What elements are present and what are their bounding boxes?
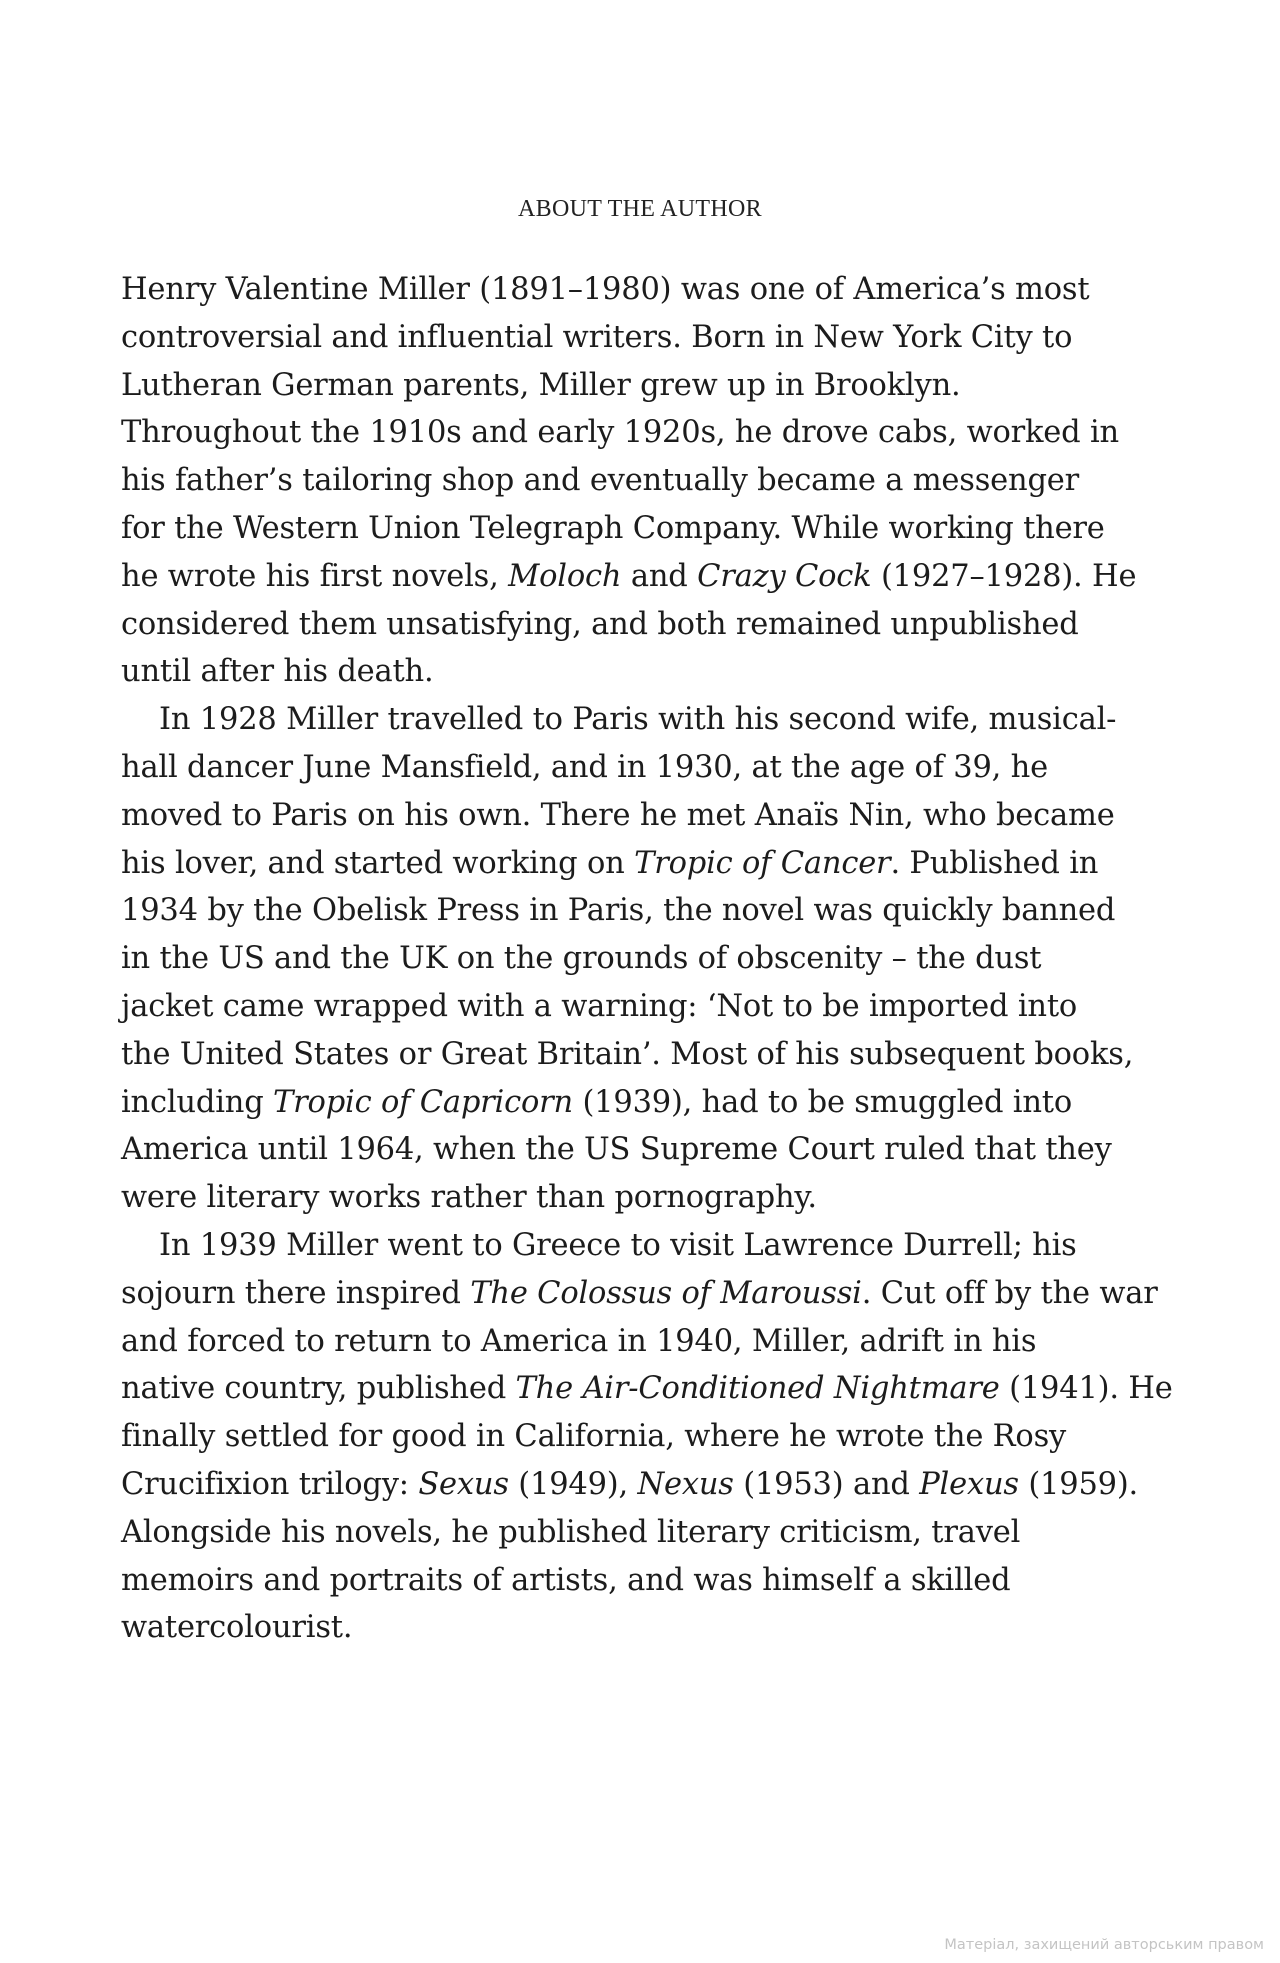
- text-line: [121, 362, 1161, 410]
- text-run: considered them unsatisfying, and both remained unpublished: [121, 606, 1079, 642]
- text-run: In 1928 Miller travelled to Paris with his second wife, musical-: [159, 702, 1117, 738]
- author-biography: [121, 266, 1173, 1652]
- book-title: Crazy Cock: [697, 558, 872, 594]
- text-line: [121, 696, 1161, 744]
- text-line: [121, 1126, 1161, 1174]
- book-title: Sexus: [418, 1466, 509, 1502]
- text-run: In 1939 Miller went to Greece to visit Lawrence Durrell; his: [159, 1227, 1077, 1263]
- text-run: the United States or Great Britain’. Most of his subsequent books,: [121, 1036, 1134, 1072]
- text-run: hall dancer June Mansfield, and in 1930, at the age of 39, he: [121, 749, 1048, 785]
- text-line: [121, 1079, 1161, 1127]
- text-run: including: [121, 1084, 274, 1120]
- text-run: (1927–1928). He: [871, 558, 1137, 594]
- copyright-watermark: Матеріал, захищений авторським правом: [944, 1937, 1264, 1953]
- text-line: [121, 1270, 1161, 1318]
- text-line: [121, 648, 1161, 696]
- text-run: Throughout the 1910s and early 1920s, he drove cabs, worked in: [121, 415, 1119, 451]
- text-line: [121, 840, 1161, 888]
- text-run: (1939), had to be smuggled into: [572, 1084, 1073, 1120]
- text-line: [121, 1031, 1161, 1079]
- text-run: jacket came wrapped with a warning: ‘Not to be imported into: [121, 988, 1078, 1024]
- text-run: native country, published: [121, 1371, 516, 1407]
- text-line: [121, 457, 1161, 505]
- text-line: [121, 1222, 1161, 1270]
- text-line: [121, 553, 1161, 601]
- book-title: Tropic of Cancer: [634, 845, 891, 881]
- book-title: Tropic of Capricorn: [273, 1084, 573, 1120]
- text-run: (1949),: [508, 1466, 638, 1502]
- text-line: [121, 505, 1161, 553]
- text-run: and: [621, 558, 698, 594]
- text-line: [121, 266, 1161, 314]
- paragraph-2: [121, 696, 1161, 1222]
- text-line: [121, 935, 1161, 983]
- text-run: moved to Paris on his own. There he met Anaïs Nin, who became: [121, 797, 1115, 833]
- text-line: [121, 1604, 1161, 1652]
- text-run: . Cut off by the war: [861, 1275, 1158, 1311]
- text-run: and forced to return to America in 1940, Miller, adrift in his: [121, 1323, 1037, 1359]
- text-line: [121, 1461, 1161, 1509]
- text-run: memoirs and portraits of artists, and was himself a skilled: [121, 1562, 1011, 1598]
- text-run: (1941). He: [999, 1371, 1173, 1407]
- book-title: Moloch: [508, 558, 622, 594]
- text-line: [121, 887, 1161, 935]
- paragraph-3: [121, 1222, 1173, 1652]
- text-line: [121, 1557, 1161, 1605]
- text-run: America until 1964, when the US Supreme Court ruled that they: [121, 1132, 1112, 1168]
- text-run: (1953) and: [733, 1466, 920, 1502]
- text-line: [121, 744, 1161, 792]
- book-title: The Colossus of Maroussi: [470, 1275, 862, 1311]
- text-line: [121, 1413, 1161, 1461]
- text-line: [121, 1174, 1161, 1222]
- text-line: [121, 601, 1161, 649]
- text-run: (1959).: [1018, 1466, 1139, 1502]
- text-run: 1934 by the Obelisk Press in Paris, the novel was quickly banned: [121, 893, 1116, 929]
- text-line: [121, 1365, 1173, 1413]
- paragraph-1: [121, 266, 1161, 696]
- text-run: he wrote his first novels,: [121, 558, 509, 594]
- text-run: Henry Valentine Miller (1891–1980) was one of America’s most: [121, 272, 1090, 307]
- text-line: [121, 314, 1161, 362]
- book-title: Nexus: [637, 1466, 734, 1502]
- text-run: Lutheran German parents, Miller grew up in Brooklyn.: [121, 367, 961, 403]
- text-run: finally settled for good in California, where he wrote the Rosy: [121, 1419, 1067, 1455]
- text-run: were literary works rather than pornography.: [121, 1180, 817, 1216]
- text-run: in the US and the UK on the grounds of obscenity – the dust: [121, 941, 1042, 977]
- text-run: Alongside his novels, he published literary criticism, travel: [121, 1514, 1021, 1550]
- book-title: Plexus: [919, 1466, 1019, 1502]
- text-line: [121, 792, 1161, 840]
- text-line: [121, 983, 1161, 1031]
- text-line: [121, 409, 1161, 457]
- text-run: Crucifixion trilogy:: [121, 1466, 419, 1502]
- book-title: The Air-Conditioned Nightmare: [515, 1371, 1000, 1407]
- text-run: . Published in: [890, 845, 1099, 881]
- text-run: until after his death.: [121, 654, 434, 690]
- section-heading: ABOUT THE AUTHOR: [518, 196, 762, 222]
- text-line: [121, 1318, 1161, 1366]
- text-line: [121, 1509, 1161, 1557]
- text-run: controversial and influential writers. Born in New York City to: [121, 319, 1073, 355]
- text-run: watercolourist.: [121, 1610, 353, 1646]
- text-run: sojourn there inspired: [121, 1275, 471, 1311]
- text-run: his father’s tailoring shop and eventually became a messenger: [121, 463, 1080, 499]
- text-run: for the Western Union Telegraph Company. While working there: [121, 510, 1105, 546]
- text-run: his lover, and started working on: [121, 845, 635, 881]
